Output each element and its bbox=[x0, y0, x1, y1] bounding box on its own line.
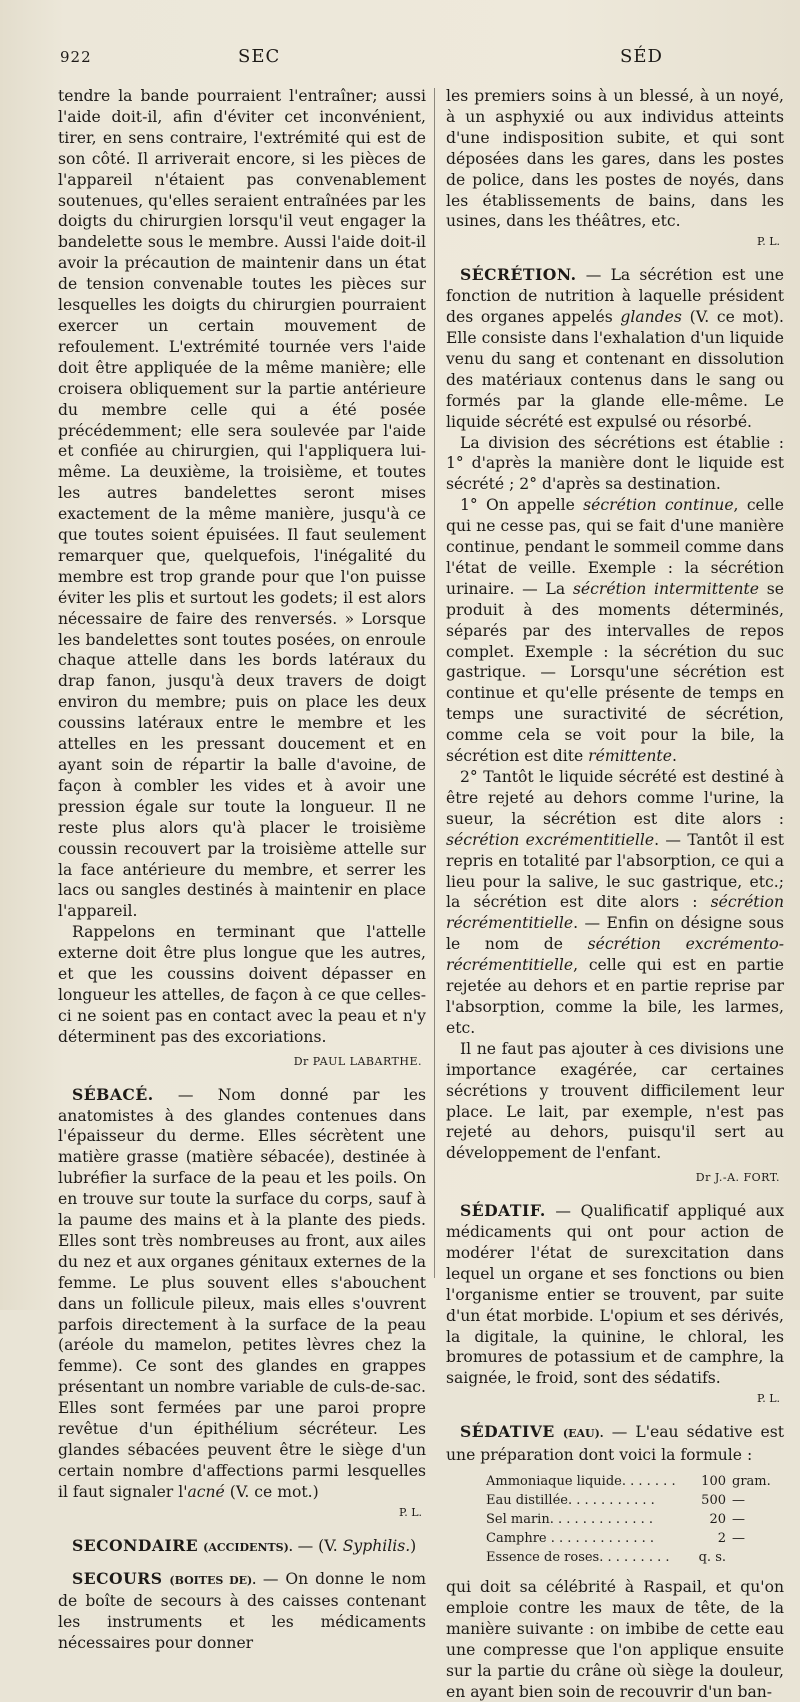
right-header-title: SÉD bbox=[620, 46, 663, 67]
paragraph-division: La division des sécrétions est établie : 1° d'après la manière dont le liquide est sécrété ; 2° d'après sa destination. bbox=[446, 433, 784, 494]
paragraph-rappelons: Rappelons en terminant que l'attelle externe doit être plus longue que les autres, et que les coussins doivent dépasser en longueur les attelles, de façon à ce que celles-ci ne soient pas en contact avec la peau et n'y déterminent pas des excoriations. bbox=[58, 923, 426, 1046]
page-number: 922 bbox=[60, 48, 92, 66]
signature-sedatif: P. L. bbox=[757, 1392, 780, 1406]
running-header bbox=[60, 46, 740, 72]
formula-row: Camphre . . . . . . . . . . . . . 2 — bbox=[486, 1531, 745, 1546]
formula-row: Eau distillée. . . . . . . . . . . 500 — bbox=[486, 1493, 745, 1508]
headword-secondaire: SECONDAIRE bbox=[72, 1535, 199, 1555]
headword-sedative: SÉDATIVE bbox=[460, 1422, 555, 1442]
left-column bbox=[58, 86, 426, 1654]
paragraph-continue: 1° On appelle sécrétion continue, celle qui ne cesse pas, qui se fait d'une manière continue, pendant le sommeil comme dans l'état de veille. Exemple : la sécrétion urinaire. — La sécrétion intermittente se produit à des moments déterminés, séparés par des intervalles de repos complet. Exemple : la sécrétion du suc gastrique. — Lorsqu'une sécrétion est continue et qu'elle présente de temps en temps une suractivité de sécrétion, comme cela se voit pour la bile, la sécrétion est dite rémittente. bbox=[446, 496, 784, 766]
entry-sebace: SÉBACÉ. — Nom donné par les anatomistes à des glandes contenues dans l'épaisseur du derme. Elles sécrètent une matière grasse (matière sébacée), destinée à lubréfier la surface de la peau et les poils. On en trouve sur toute la surface du corps, sauf à la paume des mains et à la plante des pieds. Elles sont très nombreuses au front, aux ailes du nez et aux organes génitaux externes de la femme. Le plus souvent elles s'abouchent dans un follicule pileux, mais elles s'ouvrent parfois directement à la surface de la peau (aréole du mamelon, petites lèvres chez la femme). Ce sont des glandes en grappes présentant un nombre variable de culs-de-sac. Elles sont fermées par une paroi propre revêtue d'un épithélium sécréteur. Les glandes sébacées peuvent être le siège d'un certain nombre d'affections parmi lesquelles il faut signaler l'acné (V. ce mot.) bbox=[58, 1084, 426, 1501]
signature-secours: P. L. bbox=[757, 235, 780, 249]
entry-secours: SECOURS (BOITES DE). — On donne le nom de boîte de secours à des caisses contenant les instruments et les médicaments nécessaires pour donner bbox=[58, 1568, 426, 1653]
entry-sedatif: SÉDATIF. — Qualificatif appliqué aux médicaments qui ont pour action de modérer l'état de surexcitation dans lequel un organe et ses fonctions ou bien l'organisme entier se trouvent, par suite d'un état morbide. L'opium et ses dérivés, la digitale, la quinine, le chloral, les bromures de potassium et de camphre, la saignée, le froid, sont des sédatifs. bbox=[446, 1201, 784, 1388]
entry-secretion: SÉCRÉTION. — La sécrétion est une fonction de nutrition à laquelle président des organes appelés glandes (V. ce mot). Elle consiste dans l'exhalation d'un liquide venu du sang et contenant en dissolution des matériaux contenus dans le sang ou formés par la glande elle-même. Le liquide sécrété est expulsé ou résorbé. bbox=[446, 265, 785, 431]
entry-secondaire: SECONDAIRE (ACCIDENTS). — (V. Syphilis.) bbox=[72, 1535, 417, 1555]
formula-row: Sel marin. . . . . . . . . . . . . 20 — bbox=[486, 1512, 745, 1527]
headword-sebace: SÉBACÉ. bbox=[72, 1084, 154, 1104]
paragraph-destination: 2° Tantôt le liquide sécrété est destiné à être rejeté au dehors comme l'urine, la sueur, la sécrétion est dite alors : sécrétion excrémentitielle. — Tantôt il est repris en totalité par l'absorption, ce qui a lieu pour la salive, le suc gastrique, etc.; la sécrétion est dite alors : sécrétion récrémentitielle. — Enfin on désigne sous le nom de sécrétion excrémento-récrémentitielle, celle qui est en partie rejetée au dehors et en partie reprise par l'absorption, comme la bile, les larmes, etc. bbox=[446, 768, 784, 1037]
headword-secours: SECOURS bbox=[72, 1568, 163, 1588]
formula-row: Ammoniaque liquide. . . . . . . 100 gram. bbox=[486, 1474, 771, 1489]
headword-secretion: SÉCRÉTION. bbox=[460, 265, 577, 285]
left-header-title: SEC bbox=[238, 46, 281, 67]
formula-row: Essence de roses. . . . . . . . . q. s. bbox=[486, 1550, 726, 1565]
headword-sedatif: SÉDATIF. bbox=[460, 1201, 546, 1221]
formula-table bbox=[486, 1472, 784, 1567]
column-divider bbox=[434, 88, 435, 1278]
entry-sedative: SÉDATIVE (EAU). — L'eau sédative est une préparation dont voici la formule : bbox=[446, 1422, 784, 1465]
signature-sebace: P. L. bbox=[399, 1505, 422, 1519]
paragraph-importance: Il ne faut pas ajouter à ces divisions une importance exagérée, car certaines sécrétions y trouvent difficilement leur place. Le lait, par exemple, n'est pas rejeté au dehors, puisqu'il sert au développement de l'enfant. bbox=[446, 1039, 784, 1163]
paragraph-appareil-continued: tendre la bande pourraient l'entraîner; aussi l'aide doit-il, afin d'éviter cet inconvénient, tirer, en sens contraire, l'extrémité qui est de son côté. Il arriverait encore, si les pièces de l'appareil n'étaient pas convenablement soutenues, qu'elles seraient entraînées par les doigts du chirurgien lorsqu'il veut engager la bandelette sous le membre. Aussi l'aide doit-il avoir la précaution de maintenir dans un état de tension convenable toutes les pièces sur lesquelles les doigts du chirurgien pourraient exercer un certain mouvement de refoulement. L'extrémité tournée vers l'aide doit être appliquée de la même manière; elle croisera obliquement sur la partie antérieure du membre celle qui a été posée précédemment; elle sera soulevée par l'aide et confiée au chirurgien, qui l'appliquera lui-même. La deuxième, la troisième, et toutes les autres bandelettes seront mises exactement de la même manière, jusqu'à ce que toutes soient épuisées. Il faut seulement remarquer que, quelquefois, l'inégalité du membre est trop grande pour que l'on puisse éviter les plis et surtout les godets; il est alors nécessaire de faire des renversés. » Lorsque les bandelettes sont toutes posées, on enroule chaque attelle dans les bords latéraux du drap fanon, jusqu'à deux travers de doigt environ du membre; puis on place les deux coussins latéraux entre le membre et les attelles en les pressant doucement et en ayant soin de répartir la balle d'avoine, de façon à combler les vides et à avoir une pression égale sur toute la longueur. Il ne reste plus alors qu'à placer le troisième coussin recouvert par la troisième attelle sur la face antérieure du membre, et serrer les lacs ou sangles destinés à maintenir en place l'appareil. bbox=[58, 87, 426, 921]
paragraph-raspail: qui doit sa célébrité à Raspail, et qu'on emploie contre les maux de tête, de la manière suivante : on imbibe de cette eau une compresse que l'on applique ensuite sur la partie du crâne où siège la douleur, en ayant bien soin de recouvrir d'un ban- bbox=[446, 1578, 784, 1701]
signature-fort: Dr J.-A. FORT. bbox=[695, 1171, 780, 1185]
paragraph-secours-continued: les premiers soins à un blessé, à un noyé, à un asphyxié ou aux individus atteints d'une indisposition subite, et qui sont déposées dans les gares, dans les postes de police, dans les postes de noyés, dans les établissements de bains, dans les usines, dans les théâtres, etc. bbox=[446, 87, 784, 231]
right-column bbox=[446, 86, 784, 1702]
signature-labarthe: Dr PAUL LABARTHE. bbox=[293, 1054, 422, 1068]
